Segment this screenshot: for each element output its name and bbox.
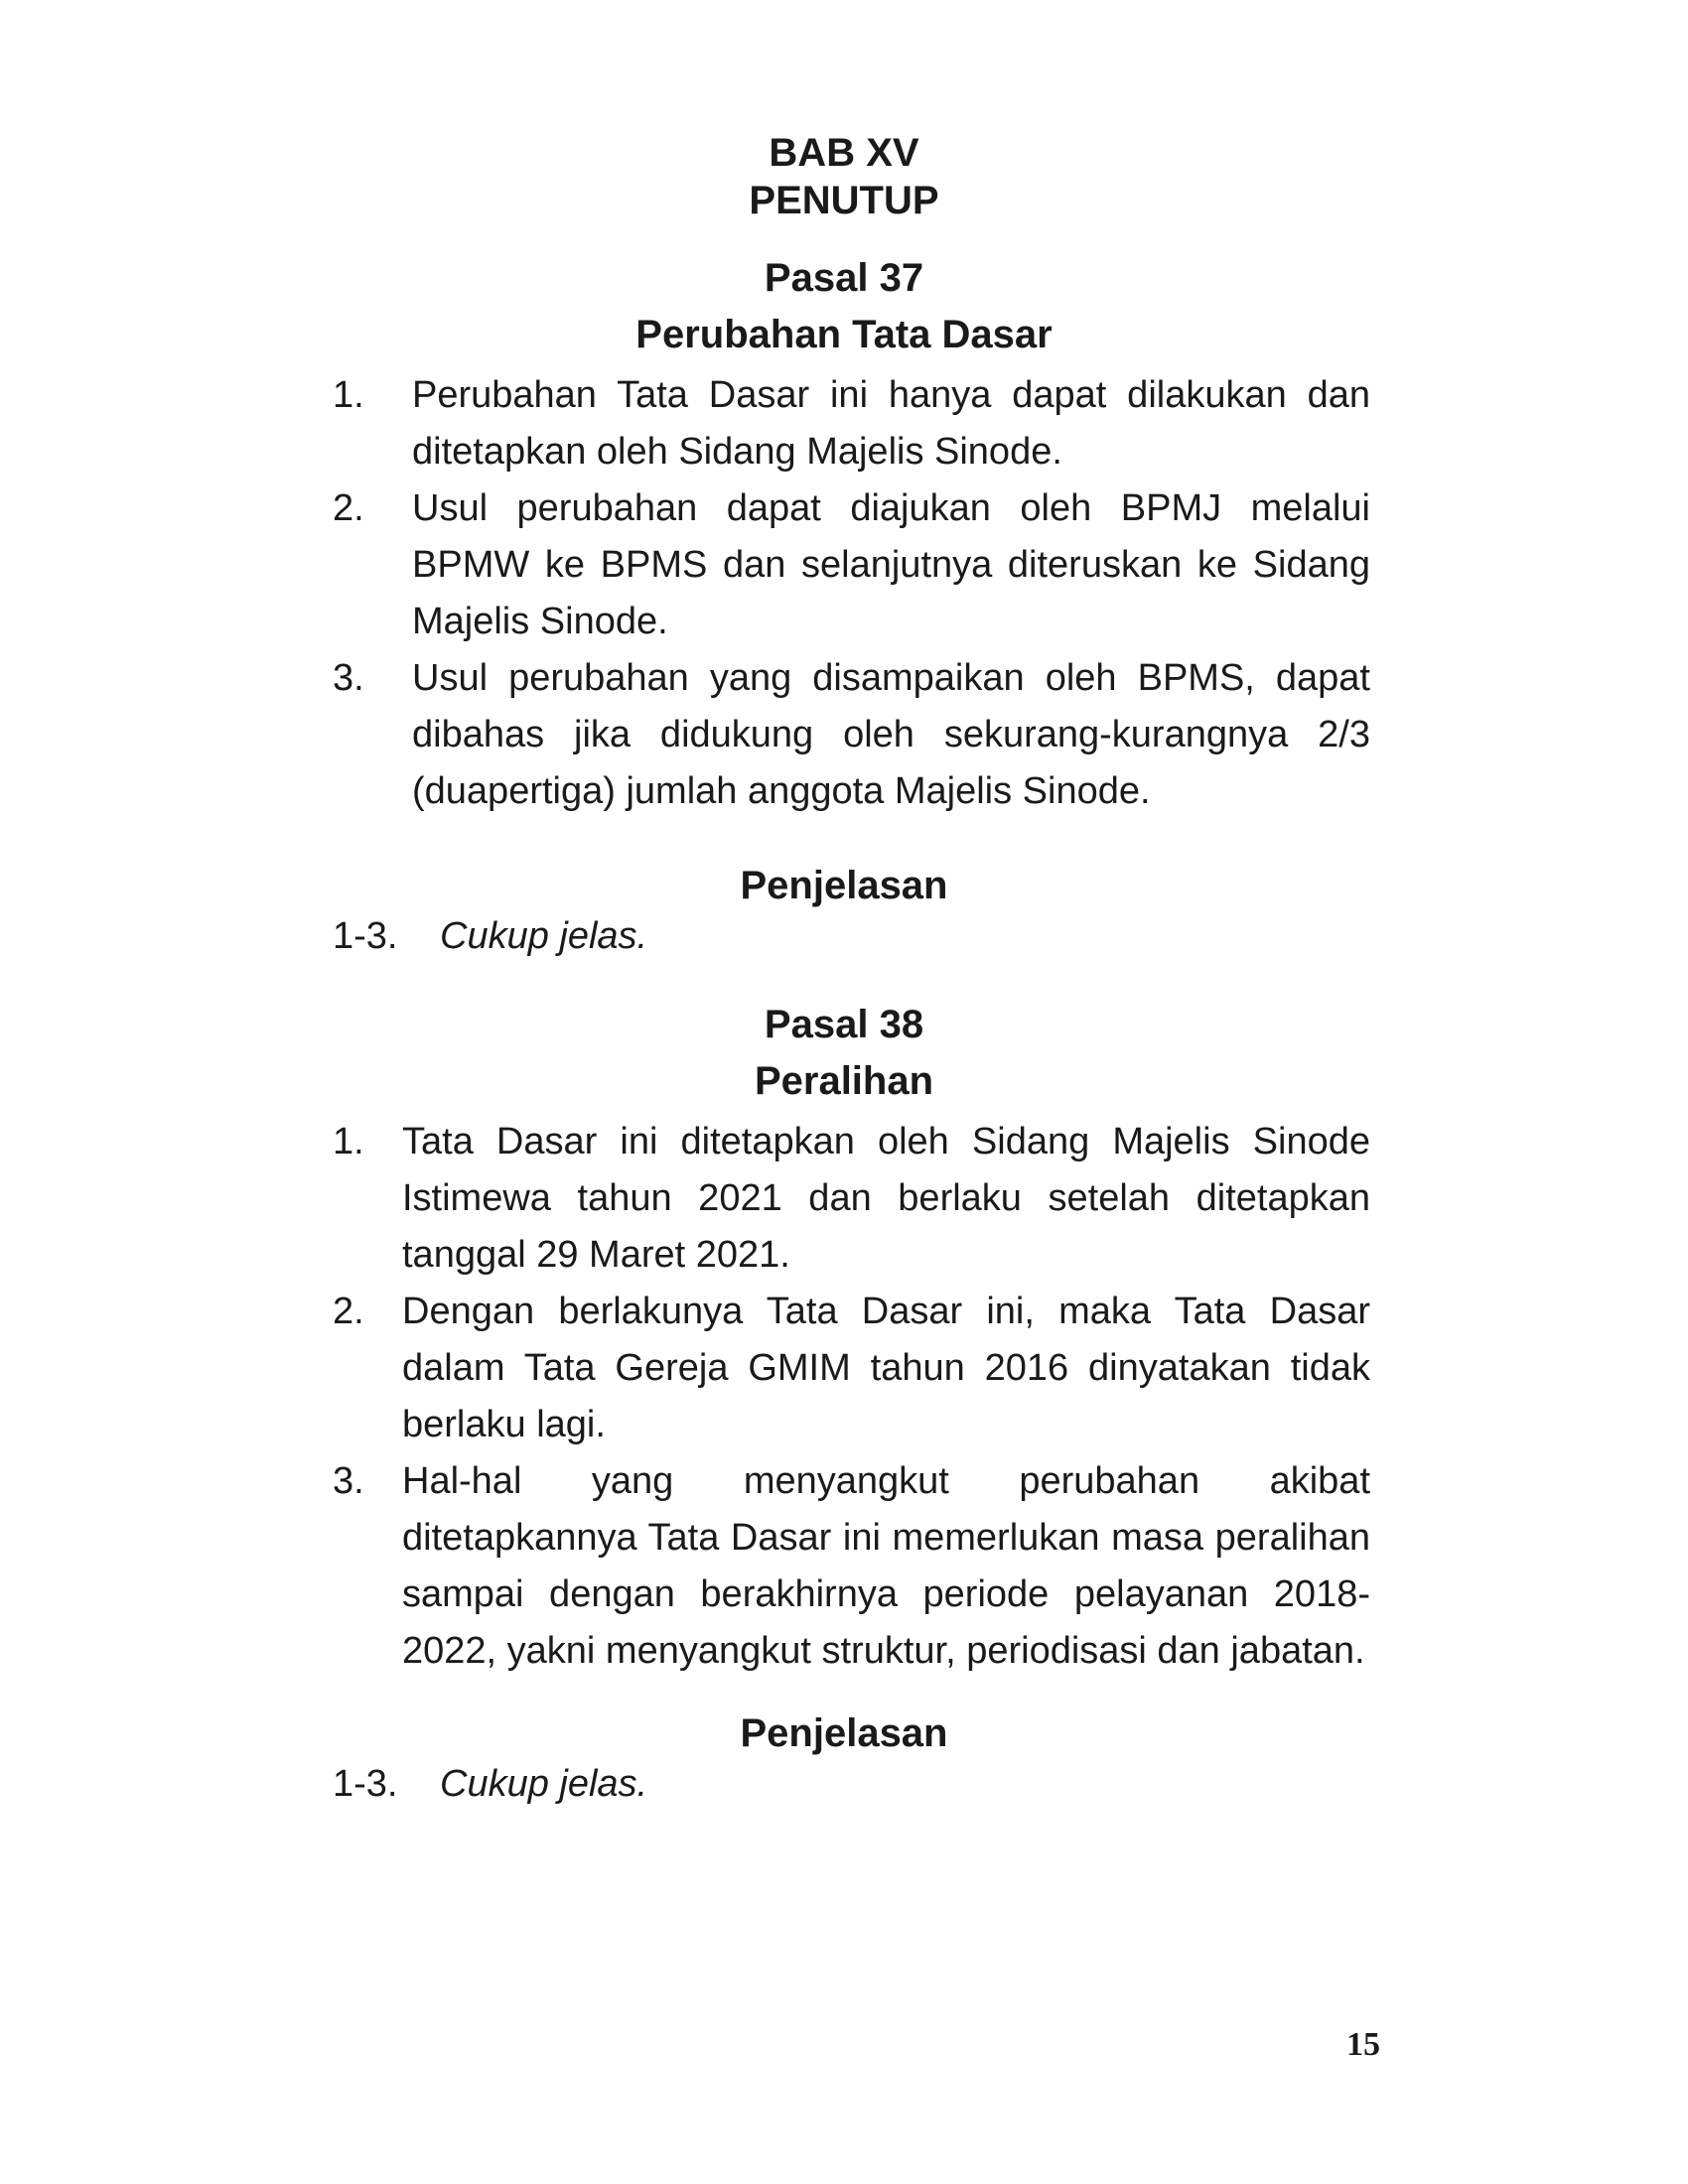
list-item	[333, 1114, 1370, 1284]
list-item-number: 1.	[333, 1121, 364, 1162]
explanation-text: Cukup jelas.	[440, 1763, 648, 1805]
list-item-text: Dengan berlakunya Tata Dasar ini, maka Tata Dasar dalam Tata Gereja GMIM tahun 2016 dinyatakan tidak berlaku lagi.	[402, 1291, 1370, 1445]
article-37-list	[333, 367, 1370, 820]
list-item-text: Usul perubahan yang disampaikan oleh BPMS, dapat dibahas jika didukung oleh sekurang-kurangnya 2/3 (duapertiga) jumlah anggota Majelis Sinode.	[412, 657, 1370, 812]
list-item	[333, 650, 1370, 820]
article-37-number: Pasal 37	[764, 256, 924, 300]
article-37-explanation-heading: Penjelasan	[740, 864, 948, 907]
article-38-list	[333, 1114, 1370, 1680]
list-item-text: Tata Dasar ini ditetapkan oleh Sidang Majelis Sinode Istimewa tahun 2021 dan berlaku setelah ditetapkan tanggal 29 Maret 2021.	[402, 1121, 1370, 1276]
explanation-number: 1-3.	[333, 1763, 398, 1805]
article-38-explanation-heading: Penjelasan	[740, 1711, 948, 1755]
list-item-number: 2.	[333, 487, 364, 529]
list-item-number: 2.	[333, 1291, 364, 1332]
chapter-title: PENUTUP	[749, 179, 939, 222]
explanation-text: Cukup jelas.	[440, 915, 648, 957]
explanation-number: 1-3.	[333, 915, 398, 957]
article-37-explanation	[333, 911, 647, 961]
page-number: 15	[1346, 2026, 1380, 2063]
list-item-number: 1.	[333, 374, 364, 416]
list-item	[333, 480, 1370, 650]
list-item	[333, 1284, 1370, 1453]
article-37-title: Perubahan Tata Dasar	[635, 313, 1053, 356]
article-38-number: Pasal 38	[764, 1003, 924, 1046]
chapter-number: BAB XV	[769, 131, 919, 175]
list-item-number: 3.	[333, 1460, 364, 1502]
list-item-number: 3.	[333, 657, 364, 699]
list-item	[333, 367, 1370, 480]
article-38-explanation	[333, 1759, 647, 1809]
article-38-title: Peralihan	[754, 1059, 934, 1103]
list-item-text: Usul perubahan dapat diajukan oleh BPMJ melalui BPMW ke BPMS dan selanjutnya diteruskan ke Sidang Majelis Sinode.	[412, 487, 1370, 642]
list-item-text: Perubahan Tata Dasar ini hanya dapat dilakukan dan ditetapkan oleh Sidang Majelis Sinode.	[412, 374, 1370, 473]
list-item-text: Hal-hal yang menyangkut perubahan akibat ditetapkannya Tata Dasar ini memerlukan masa peralihan sampai dengan berakhirnya periode pelayanan 2018-2022, yakni menyangkut struktur, periodisasi dan jabatan.	[402, 1460, 1370, 1672]
list-item	[333, 1453, 1370, 1680]
